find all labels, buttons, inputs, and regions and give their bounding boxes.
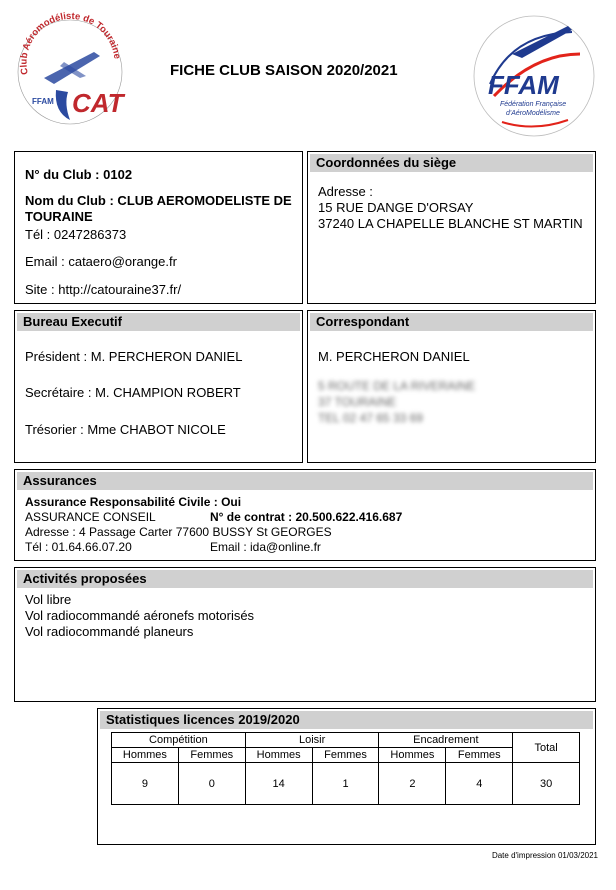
ffam-line2: d'AéroModélisme (506, 110, 560, 117)
stats-col-hommes: Hommes (112, 748, 179, 763)
activite-item: Vol libre (25, 592, 72, 607)
cat-logo-graphic (14, 12, 126, 130)
stats-group-encadrement: Encadrement (379, 733, 513, 748)
club-phone: Tél : 0247286373 (25, 227, 127, 242)
activites-header: Activités proposées (17, 570, 593, 588)
club-info-box (14, 151, 303, 304)
bureau-secretaire: Secrétaire : M. CHAMPION ROBERT (25, 385, 241, 400)
assurances-header: Assurances (17, 472, 593, 490)
cat-arc-text: Club Aéromodéliste de Touraine (18, 12, 123, 76)
stats-value-total: 30 (513, 763, 580, 805)
siege-address-line2: 37240 LA CHAPELLE BLANCHE ST MARTIN (318, 216, 583, 231)
siege-address-label: Adresse : (318, 184, 373, 199)
assurances-address: Adresse : 4 Passage Carter 77600 BUSSY St GEORGES (25, 525, 332, 539)
stats-table (111, 732, 580, 805)
activites-box (14, 567, 596, 702)
activite-item: Vol radiocommandé aéronefs motorisés (25, 608, 255, 623)
bureau-box (14, 310, 303, 463)
stats-total-header: Total (513, 733, 580, 763)
stats-col-femmes: Femmes (446, 748, 513, 763)
siege-box (307, 151, 596, 304)
assurances-phone: Tél : 01.64.66.07.20 (25, 540, 132, 554)
stats-group-competition: Compétition (112, 733, 246, 748)
stats-col-femmes: Femmes (178, 748, 245, 763)
siege-address-line1: 15 RUE DANGE D'ORSAY (318, 200, 474, 215)
stats-box (97, 708, 596, 845)
club-number: N° du Club : 0102 (25, 167, 133, 182)
cat-big-text: CAT (72, 88, 124, 118)
assurances-box (14, 469, 596, 561)
ffam-big-text: FFAM (488, 70, 559, 100)
stats-value: 14 (245, 763, 312, 805)
stats-col-hommes: Hommes (379, 748, 446, 763)
stats-value: 0 (178, 763, 245, 805)
stats-header: Statistiques licences 2019/2020 (100, 711, 593, 729)
club-email: Email : cataero@orange.fr (25, 254, 177, 269)
assurances-rc: Assurance Responsabilité Civile : Oui (25, 495, 242, 509)
cat-small-text: FFAM (32, 97, 54, 106)
assurances-contract: N° de contrat : 20.500.622.416.687 (210, 510, 403, 524)
correspondant-name: M. PERCHERON DANIEL (318, 349, 470, 364)
stats-col-hommes: Hommes (245, 748, 312, 763)
club-name-line2: TOURAINE (25, 209, 93, 224)
ffam-logo-graphic (472, 14, 596, 138)
page-title: FICHE CLUB SAISON 2020/2021 (170, 62, 398, 79)
stats-group-loisir: Loisir (245, 733, 379, 748)
cat-logo (14, 12, 126, 130)
assurances-company: ASSURANCE CONSEIL (25, 510, 156, 524)
assurances-email: Email : ida@online.fr (210, 540, 321, 554)
stats-value: 9 (112, 763, 179, 805)
stats-value: 1 (312, 763, 379, 805)
print-date: Date d'impression 01/03/2021 (491, 851, 598, 860)
siege-header: Coordonnées du siège (310, 154, 593, 172)
bureau-header: Bureau Executif (17, 313, 300, 331)
activite-item: Vol radiocommandé planeurs (25, 624, 194, 639)
correspondant-redacted-line2: 37 TOURAINE (318, 395, 397, 409)
bureau-president: Président : M. PERCHERON DANIEL (25, 349, 243, 364)
club-name-line1: Nom du Club : CLUB AEROMODELISTE DE (25, 193, 292, 208)
correspondant-redacted-line3: TEL 02 47 65 33 69 (318, 411, 423, 425)
ffam-line1: Fédération Française (500, 101, 567, 108)
stats-value: 4 (446, 763, 513, 805)
ffam-logo (472, 14, 596, 138)
correspondant-box (307, 310, 596, 463)
stats-col-femmes: Femmes (312, 748, 379, 763)
bureau-tresorier: Trésorier : Mme CHABOT NICOLE (25, 422, 226, 437)
club-site: Site : http://catouraine37.fr/ (25, 282, 182, 297)
correspondant-header: Correspondant (310, 313, 593, 331)
stats-value: 2 (379, 763, 446, 805)
correspondant-redacted-line1: 5 ROUTE DE LA RIVERAINE (318, 379, 476, 393)
